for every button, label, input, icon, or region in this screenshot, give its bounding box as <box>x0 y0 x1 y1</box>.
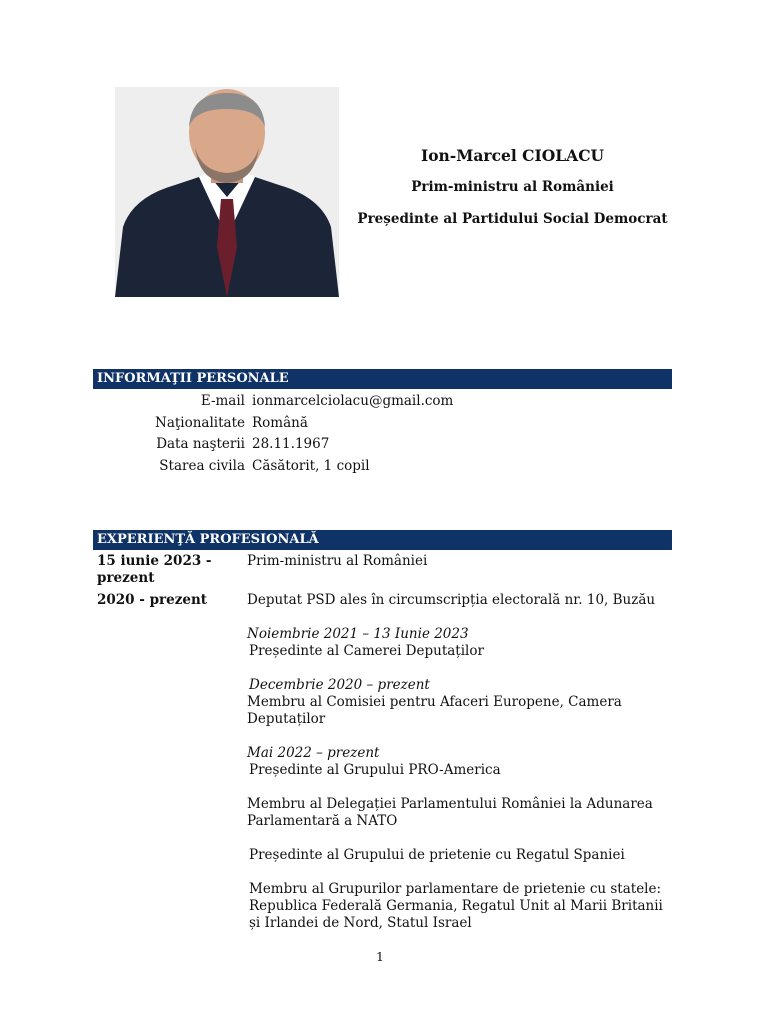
role-text: Membru al Comisiei pentru Afaceri Europene, Camera Deputaților <box>247 694 622 727</box>
role-period: Mai 2022 – prezent <box>247 745 380 761</box>
info-row-nationality <box>93 413 673 435</box>
role-text: Președinte al Camerei Deputaților <box>249 643 484 659</box>
experience-entry <box>97 592 672 949</box>
role-item <box>247 677 672 728</box>
birthdate-label: Data naşterii <box>156 436 245 452</box>
title-party-president: Președinte al Partidului Social Democrat <box>357 211 668 227</box>
nationality-label: Naţionalitate <box>155 414 245 431</box>
email-label: E-mail <box>200 393 245 409</box>
section-professional-experience: EXPERIENŢĂ PROFESIONALĂ <box>93 530 672 550</box>
birthdate-value: 28.11.1967 <box>252 436 330 452</box>
role-period: Decembrie 2020 – prezent <box>249 677 430 693</box>
experience-text: Deputat PSD ales în circumscripția electorală nr. 10, Buzău <box>247 592 656 608</box>
experience-details <box>247 592 672 949</box>
person-name: Ion-Marcel CIOLACU <box>420 146 605 165</box>
experience-list <box>97 553 672 949</box>
title-prime-minister: Prim-ministru al României <box>411 179 614 195</box>
info-row-marital-status <box>93 456 673 478</box>
role-text: Președinte al Grupului PRO-America <box>249 762 501 778</box>
info-row-birthdate <box>93 434 673 456</box>
personal-info-table <box>93 391 673 477</box>
email-value: ionmarcelciolacu@gmail.com <box>252 393 454 409</box>
experience-entry <box>97 553 672 587</box>
membership-item: Membru al Grupurilor parlamentare de prietenie cu statele: Republica Federală Germania, Regatul Unit al Marii Britanii și Irlandei de Nord, Statul Israel <box>249 881 663 931</box>
profile-photo <box>115 87 339 297</box>
role-item <box>247 745 672 779</box>
experience-date: 2020 - prezent <box>97 592 208 608</box>
membership-item: Președinte al Grupului de prietenie cu Regatul Spaniei <box>249 847 625 863</box>
experience-date: 15 iunie 2023 - prezent <box>97 553 212 586</box>
membership-item: Membru al Delegației Parlamentului României la Adunarea Parlamentară a NATO <box>247 796 653 829</box>
role-period: Noiembrie 2021 – 13 Iunie 2023 <box>247 626 469 642</box>
marital-status-value: Căsătorit, 1 copil <box>252 457 370 474</box>
page-number: 1 <box>376 949 384 964</box>
nationality-value: Română <box>252 414 308 431</box>
section-personal-info: INFORMAŢII PERSONALE <box>93 369 672 389</box>
role-item <box>247 626 672 660</box>
marital-status-label: Starea civila <box>159 457 245 474</box>
experience-text: Prim-ministru al României <box>247 553 428 569</box>
info-row-email <box>93 391 673 413</box>
cv-header <box>340 140 685 227</box>
